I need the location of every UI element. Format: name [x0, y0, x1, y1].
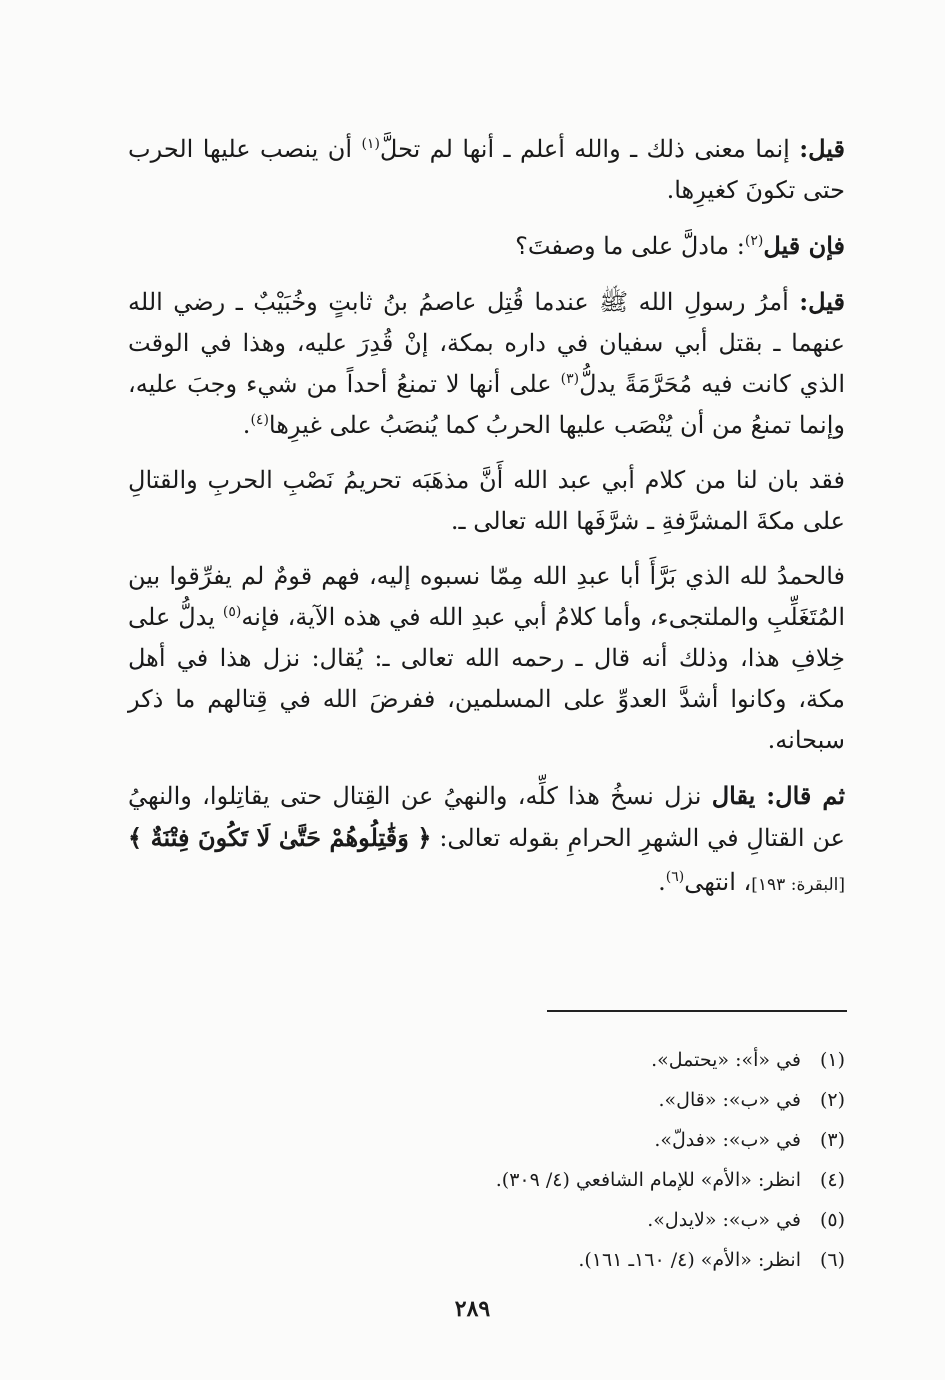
footnote-ref-4[interactable]: (٤) [250, 412, 269, 428]
lead: ثم قال: يقال [711, 781, 846, 810]
body-text: ، انتهى [684, 868, 752, 896]
quran-verse: ﴿ وَقَٰتِلُوهُمْ حَتَّىٰ لَا تَكُونَ فِتْنَةٌ ﴾ [128, 823, 432, 852]
lead: قيل: [799, 134, 845, 163]
footnote-ref-3[interactable]: (٣) [560, 371, 580, 387]
footnote-number: (٦) [819, 1249, 845, 1271]
body-text: . [658, 868, 666, 896]
footnote-divider [547, 1010, 847, 1012]
lead: فإن قيل [763, 231, 845, 260]
footnote-2 [128, 1080, 845, 1120]
footnote-3 [128, 1120, 845, 1160]
footnote-text: في «أ»: «يحتمل». [651, 1049, 801, 1071]
body-text: أن ينصب عليها الحرب حتى تكونَ كغيرِها. [128, 135, 845, 204]
body-text: فالحمدُ لله الذي بَرَّأَ أبا عبدِ الله مِمّا نسبوه إليه، فهم قومٌ لم يفرِّقوا بين المُتَغَلِّبِ والملتجىء، وأما كلامُ أبي عبدِ الله في هذه الآية، فإنه [128, 562, 845, 631]
footnote-ref-6[interactable]: (٦) [665, 869, 685, 885]
main-text [128, 128, 845, 920]
paragraph-6 [128, 775, 845, 906]
footnotes [128, 1040, 845, 1280]
paragraph-4 [128, 460, 845, 542]
paragraph-5 [128, 556, 845, 761]
body-text: . [242, 411, 251, 439]
footnote-text: في «ب»: «لايدل». [647, 1209, 801, 1231]
body-text: نزل نسخُ هذا كلِّه، والنهيُ عن القِتال حتى يقاتِلوا، والنهيُ عن القتالِ في الشهرِ الحرامِ بقوله تعالى: [128, 782, 845, 852]
footnote-number: (٣) [819, 1129, 845, 1151]
footnote-5 [128, 1200, 845, 1240]
footnote-ref-1[interactable]: (١) [361, 136, 380, 152]
footnote-text: في «ب»: «قال». [658, 1089, 801, 1111]
body-text: أمرُ رسولِ الله ﷺ عندما قُتِل عاصمُ بنُ ثابتٍ وخُبَيْبٌ ـ رضي الله عنهما ـ بقتل أبي سفيان في داره بمكة، إنْ قُدِرَ عليه، وهذا في الوقت الذي كانت فيه مُحَرَّمَةً يدلُّ [128, 288, 845, 398]
footnote-text: انظر: «الأم» للإمام الشافعي (٤/ ٣٠٩). [495, 1169, 801, 1191]
footnote-1 [128, 1040, 845, 1080]
verse-reference: [البقرة: ١٩٣] [751, 875, 845, 895]
footnote-number: (٢) [819, 1089, 845, 1111]
paragraph-3 [128, 281, 845, 446]
paragraph-2 [128, 225, 845, 267]
footnote-number: (٤) [819, 1169, 845, 1191]
footnote-text: انظر: «الأم» (٤/ ١٦٠ـ ١٦١). [578, 1249, 801, 1271]
footnote-text: في «ب»: «فدلّ». [654, 1129, 801, 1151]
footnote-6 [128, 1240, 845, 1280]
body-text: يدلُّ على خِلافِ هذا، وذلك أنه قال ـ رحمه الله تعالى ـ: يُقال: نزل هذا في أهل مكة، وكانوا أشدَّ العدوِّ على المسلمين، ففرضَ الله في قِتالهم ما ذكر سبحانه. [128, 603, 845, 754]
footnote-number: (٥) [819, 1209, 845, 1231]
lead: قيل: [799, 287, 845, 316]
footnote-4 [128, 1160, 845, 1200]
body-text: : مادلَّ على ما وصفتَ؟ [515, 232, 745, 260]
paragraph-1 [128, 128, 845, 211]
footnote-ref-5[interactable]: (٥) [222, 604, 242, 620]
body-text: إنما معنى ذلك ـ والله أعلم ـ أنها لم تحلَّ [379, 135, 800, 163]
body-text: على أنها لا تمنعُ أحداً من شيء وجبَ عليه، وإنما تمنعُ من أن يُنْصَب عليها الحربُ كما يُنصَبُ على غيرِها [128, 370, 845, 439]
page-number: ٢٨٩ [454, 1296, 491, 1322]
body-text: فقد بان لنا من كلام أبي عبد الله أَنَّ مذهَبَه تحريمُ نَصْبِ الحربِ والقتالِ على مكةَ المشرَّفةِ ـ شرَّفَها الله تعالى ـ. [128, 466, 845, 535]
footnote-number: (١) [819, 1049, 845, 1071]
footnote-ref-2[interactable]: (٢) [744, 233, 764, 249]
